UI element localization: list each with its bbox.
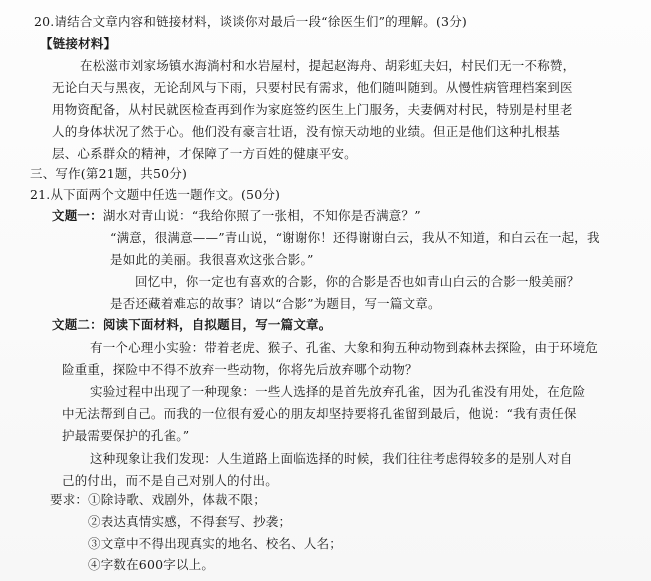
topic-1-line: “满意，很满意——”青山说，“谢谢你！还得谢谢白云，我从不知道，和白云在一起，我: [110, 230, 600, 245]
section-3-title: 三、写作(第21题，共50分): [30, 166, 188, 181]
link-material-line: 用物资配备，从村民就医检查再到作为家庭签约医生上门服务，夫妻俩对村民，特别是村里老: [52, 102, 573, 117]
topic-2-line: 有一个心理小实验：带着老虎、猴子、孔雀、大象和狗五种动物到森林去探险，由于环境危: [90, 340, 599, 355]
topic-2-line: 护最需要保护的孔雀。”: [62, 428, 190, 443]
requirement-item: ①除诗歌、戏剧外，体裁不限；: [88, 492, 266, 507]
link-material-line: 在松滋市刘家场镇水海淌村和水岩屋村，提起赵海舟、胡彩虹夫妇，村民们无一不称赞，: [80, 58, 576, 73]
topic-2-line: 己的付出，而不是自己对别人的付出。: [62, 473, 278, 488]
question-20: 20.请结合文章内容和链接材料，谈谈你对最后一段“徐医生们”的理解。(3分): [34, 14, 467, 29]
requirement-item: ③文章中不得出现真实的地名、校名、人名；: [88, 536, 343, 551]
topic-2-instruction: 阅读下面材料，自拟题目，写一篇文章。: [102, 317, 332, 332]
link-material-line: 无论白天与黑夜，无论刮风与下雨，只要村民有需求，他们随叫随到。从慢性病管理档案到医: [52, 80, 573, 95]
topic-1-line: 是如此的美丽。我很喜欢这张合影。”: [110, 252, 314, 267]
topic-1-line: 是否还藏着难忘的故事？请以“合影”为题目，写一篇文章。: [110, 296, 441, 311]
requirements: [50, 492, 266, 508]
link-material-line: 人的身体状况了然于心。他们没有豪言壮语，没有惊天动地的业绩。但正是他们这种扎根基: [52, 124, 561, 139]
requirement-item: ④字数在600字以上。: [88, 557, 215, 572]
topic-1-label: 文题一：: [52, 208, 103, 223]
requirement-item: ②表达真情实感，不得套写、抄袭；: [88, 514, 292, 529]
topic-1-line: 回忆中，你一定也有喜欢的合影，你的合影是否也如青山白云的合影一般美丽？: [135, 274, 580, 289]
link-material-title: 【链接材料】: [40, 36, 117, 51]
link-material-line: 层、心系群众的精神，才保障了一方百姓的健康平安。: [52, 146, 357, 161]
question-21: 21.从下面两个文题中任选一题作文。(50分): [30, 187, 281, 202]
topic-2-line: 中无法帮到自己。而我的一位很有爱心的朋友却坚持要将孔雀留到最后，他说：“我有责任保: [62, 406, 577, 421]
topic-2: [52, 317, 331, 333]
topic-2-line: 险重重，探险中不得不放弃一些动物，你将先后放弃哪个动物？: [62, 362, 418, 377]
topic-2-label: 文题二：: [52, 317, 103, 332]
topic-2-line: 实验过程中出现了一种现象：一些人选择的是首先放弃孔雀，因为孔雀没有用处，在危险: [90, 384, 586, 399]
topic-1: [52, 208, 421, 224]
topic-2-line: 这种现象让我们发现：人生道路上面临选择的时候，我们往往考虑得较多的是别人对自: [90, 451, 573, 466]
requirements-label: 要求：: [50, 492, 89, 507]
topic-1-line: 湖水对青山说：“我给你照了一张相，不知你是否满意？”: [102, 208, 421, 223]
